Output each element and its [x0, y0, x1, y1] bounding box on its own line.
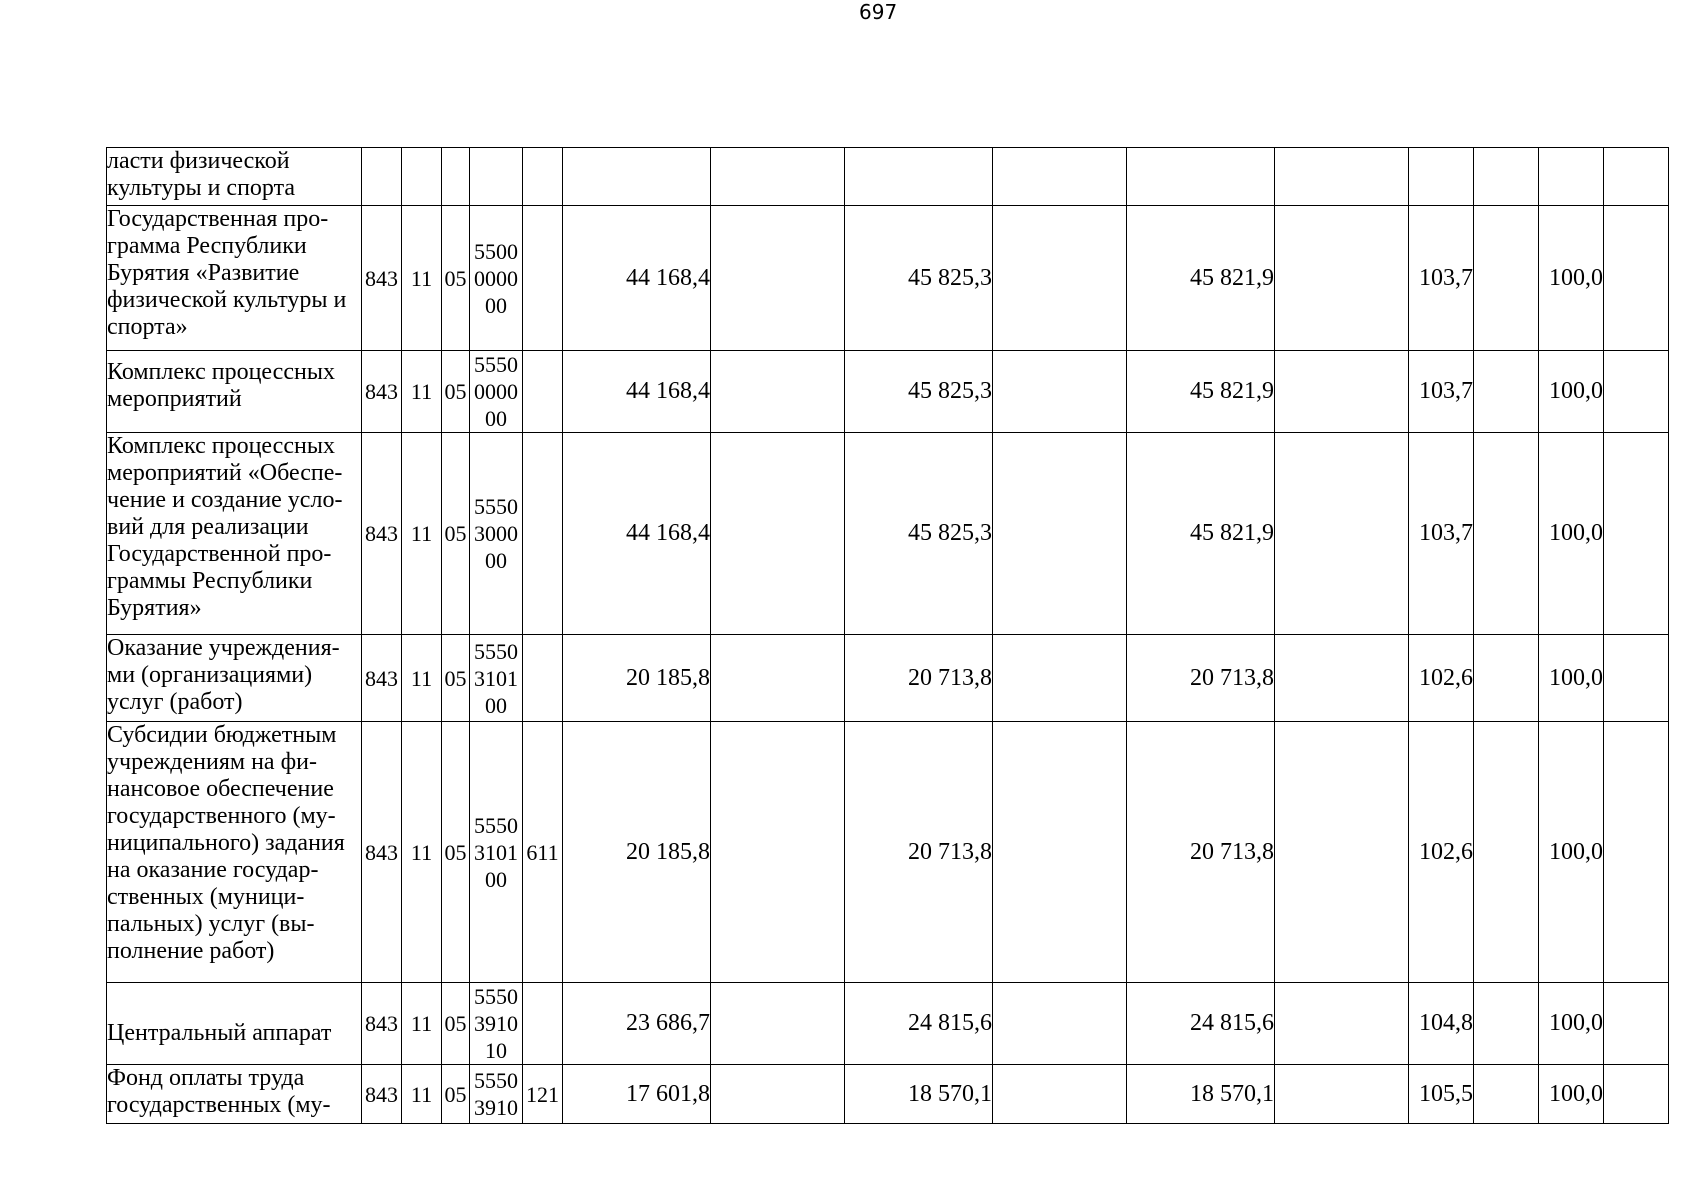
percent-second [1539, 148, 1604, 206]
value-executed: 20 713,8 [1127, 722, 1275, 983]
value-approved: 44 168,4 [563, 206, 711, 351]
percent-second: 100,0 [1539, 635, 1604, 722]
empty-cell [1474, 206, 1539, 351]
empty-cell [1604, 635, 1669, 722]
section-code [402, 148, 442, 206]
table-row [107, 1065, 1669, 1124]
empty-cell [1474, 148, 1539, 206]
empty-cell [1604, 351, 1669, 433]
row-name: ласти физической культуры и спорта [107, 148, 362, 206]
empty-cell [993, 983, 1127, 1065]
empty-cell [993, 1065, 1127, 1124]
subsection-code: 05 [442, 351, 470, 433]
value-revised: 45 825,3 [845, 206, 993, 351]
empty-cell [1275, 1065, 1409, 1124]
expense-type-code [523, 635, 563, 722]
percent-second: 100,0 [1539, 722, 1604, 983]
percent-first: 103,7 [1409, 433, 1474, 635]
empty-cell [711, 983, 845, 1065]
section-code: 11 [402, 635, 442, 722]
target-article-code: 5550 3910 10 [470, 983, 523, 1065]
value-executed: 18 570,1 [1127, 1065, 1275, 1124]
empty-cell [993, 635, 1127, 722]
empty-cell [711, 206, 845, 351]
value-executed: 45 821,9 [1127, 351, 1275, 433]
empty-cell [1474, 635, 1539, 722]
grbs-code: 843 [362, 722, 402, 983]
page-number: 697 [859, 0, 898, 24]
table-row [107, 433, 1669, 635]
value-revised: 20 713,8 [845, 635, 993, 722]
empty-cell [1604, 206, 1669, 351]
empty-cell [993, 722, 1127, 983]
section-code: 11 [402, 206, 442, 351]
table-row [107, 351, 1669, 433]
empty-cell [993, 206, 1127, 351]
percent-second: 100,0 [1539, 351, 1604, 433]
value-executed [1127, 148, 1275, 206]
value-approved: 44 168,4 [563, 351, 711, 433]
value-revised [845, 148, 993, 206]
target-article-code [470, 148, 523, 206]
value-executed: 45 821,9 [1127, 433, 1275, 635]
row-name: Комплекс процессных мероприятий «Обеспе- чение и создание усло- вий для реализации Государственной про- граммы Республики Бурятия» [107, 433, 362, 635]
percent-second: 100,0 [1539, 206, 1604, 351]
empty-cell [1275, 433, 1409, 635]
expense-type-code: 611 [523, 722, 563, 983]
value-revised: 45 825,3 [845, 433, 993, 635]
row-name: Комплекс процессных мероприятий [107, 351, 362, 433]
row-name: Фонд оплаты труда государственных (му- [107, 1065, 362, 1124]
empty-cell [1604, 1065, 1669, 1124]
table-row [107, 983, 1669, 1065]
empty-cell [993, 148, 1127, 206]
value-approved: 23 686,7 [563, 983, 711, 1065]
empty-cell [711, 351, 845, 433]
value-revised: 45 825,3 [845, 351, 993, 433]
expense-type-code: 121 [523, 1065, 563, 1124]
grbs-code: 843 [362, 1065, 402, 1124]
percent-second: 100,0 [1539, 983, 1604, 1065]
subsection-code: 05 [442, 206, 470, 351]
row-name: Субсидии бюджетным учреждениям на фи- нансовое обеспечение государственного (му- ниципального) задания на оказание государ- ственных (муници- пальных) услуг (вы- полнение работ) [107, 722, 362, 983]
empty-cell [711, 1065, 845, 1124]
percent-first [1409, 148, 1474, 206]
value-revised: 18 570,1 [845, 1065, 993, 1124]
percent-first: 105,5 [1409, 1065, 1474, 1124]
grbs-code: 843 [362, 433, 402, 635]
target-article-code: 5550 3101 00 [470, 722, 523, 983]
value-approved: 20 185,8 [563, 722, 711, 983]
empty-cell [1604, 433, 1669, 635]
subsection-code [442, 148, 470, 206]
empty-cell [711, 433, 845, 635]
percent-first: 103,7 [1409, 206, 1474, 351]
value-approved: 17 601,8 [563, 1065, 711, 1124]
value-revised: 20 713,8 [845, 722, 993, 983]
subsection-code: 05 [442, 983, 470, 1065]
subsection-code: 05 [442, 635, 470, 722]
value-executed: 45 821,9 [1127, 206, 1275, 351]
empty-cell [1604, 148, 1669, 206]
empty-cell [993, 433, 1127, 635]
grbs-code: 843 [362, 635, 402, 722]
empty-cell [1474, 722, 1539, 983]
section-code: 11 [402, 983, 442, 1065]
subsection-code: 05 [442, 722, 470, 983]
empty-cell [1604, 722, 1669, 983]
grbs-code [362, 148, 402, 206]
section-code: 11 [402, 351, 442, 433]
empty-cell [1474, 983, 1539, 1065]
target-article-code: 5500 0000 00 [470, 206, 523, 351]
table-row [107, 635, 1669, 722]
empty-cell [1275, 722, 1409, 983]
table-row [107, 148, 1669, 206]
row-name: Государственная про- грамма Республики Бурятия «Развитие физической культуры и спорта» [107, 206, 362, 351]
percent-first: 104,8 [1409, 983, 1474, 1065]
empty-cell [1275, 983, 1409, 1065]
target-article-code: 5550 3101 00 [470, 635, 523, 722]
row-name: Оказание учреждения- ми (организациями) услуг (работ) [107, 635, 362, 722]
empty-cell [711, 635, 845, 722]
empty-cell [1275, 635, 1409, 722]
grbs-code: 843 [362, 983, 402, 1065]
row-name: Центральный аппарат [107, 983, 362, 1065]
target-article-code: 5550 3910 [470, 1065, 523, 1124]
value-revised: 24 815,6 [845, 983, 993, 1065]
expense-type-code [523, 148, 563, 206]
budget-table [106, 147, 1669, 1124]
expense-type-code [523, 433, 563, 635]
section-code: 11 [402, 433, 442, 635]
value-executed: 24 815,6 [1127, 983, 1275, 1065]
table-row [107, 206, 1669, 351]
empty-cell [1275, 351, 1409, 433]
subsection-code: 05 [442, 433, 470, 635]
empty-cell [993, 351, 1127, 433]
subsection-code: 05 [442, 1065, 470, 1124]
value-executed: 20 713,8 [1127, 635, 1275, 722]
expense-type-code [523, 206, 563, 351]
percent-second: 100,0 [1539, 1065, 1604, 1124]
percent-first: 102,6 [1409, 635, 1474, 722]
value-approved: 44 168,4 [563, 433, 711, 635]
value-approved [563, 148, 711, 206]
empty-cell [1474, 1065, 1539, 1124]
target-article-code: 5550 0000 00 [470, 351, 523, 433]
percent-second: 100,0 [1539, 433, 1604, 635]
target-article-code: 5550 3000 00 [470, 433, 523, 635]
expense-type-code [523, 351, 563, 433]
table-row [107, 722, 1669, 983]
percent-first: 102,6 [1409, 722, 1474, 983]
percent-first: 103,7 [1409, 351, 1474, 433]
grbs-code: 843 [362, 351, 402, 433]
empty-cell [1604, 983, 1669, 1065]
expense-type-code [523, 983, 563, 1065]
empty-cell [1474, 433, 1539, 635]
empty-cell [1474, 351, 1539, 433]
empty-cell [1275, 148, 1409, 206]
grbs-code: 843 [362, 206, 402, 351]
empty-cell [711, 722, 845, 983]
empty-cell [1275, 206, 1409, 351]
value-approved: 20 185,8 [563, 635, 711, 722]
section-code: 11 [402, 1065, 442, 1124]
empty-cell [711, 148, 845, 206]
section-code: 11 [402, 722, 442, 983]
